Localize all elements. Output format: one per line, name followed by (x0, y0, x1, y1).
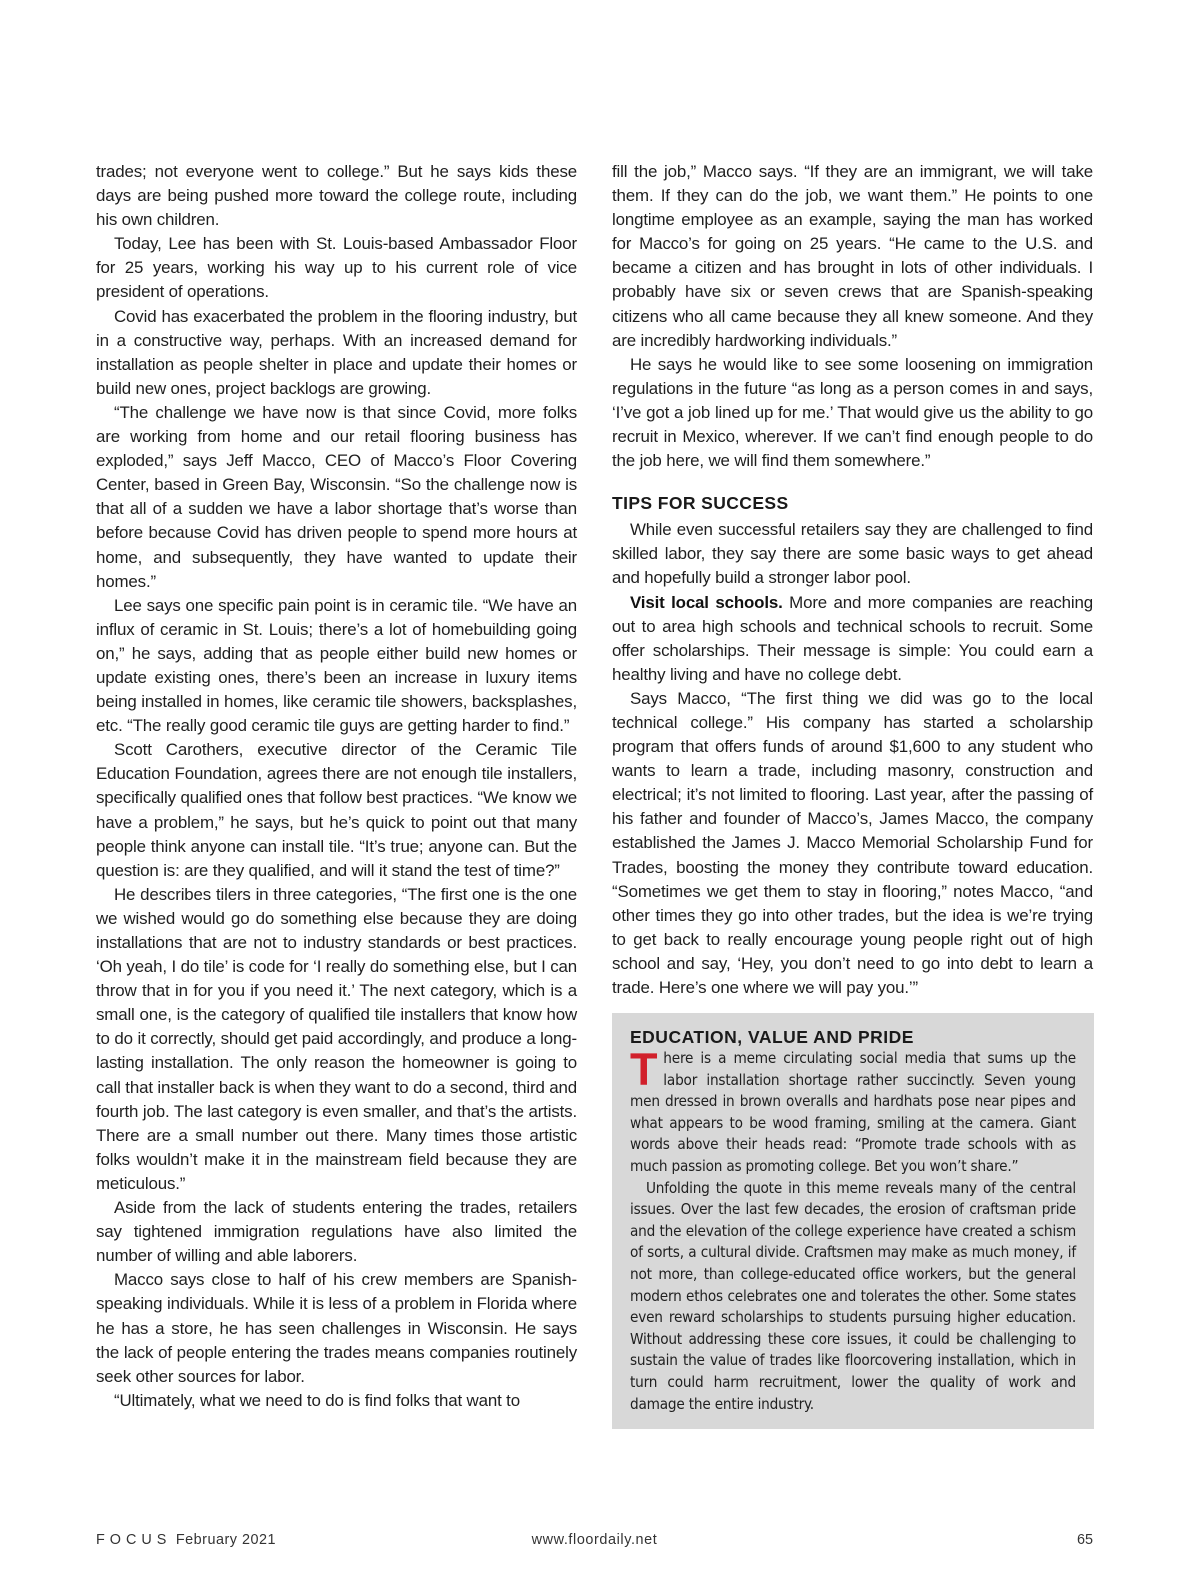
footer-website: www.floordaily.net (531, 1532, 658, 1548)
body-paragraph: trades; not everyone went to college.” But he says kids these days are being pushed more toward the college route, including his own children. (96, 162, 577, 230)
sidebar-paragraph (630, 1044, 1076, 1178)
drop-cap: T (630, 1044, 658, 1096)
body-paragraph: He describes tilers in three categories, “The first one is the one we wished would go do something else because they are doing installations that are not to industry standards or best practices. ‘Oh yeah, I do tile’ is code for ‘I really do something else, but I can throw that in for you if you need it.’ The next category, which is a small one, is the category of qualified tile installers that know how to do it correctly, should get paid accordingly, and produce a long-lasting installation. The only reason the homeowner is going to call that installer back is when they want to do a second, third and fourth job. The last category is even smaller, and that’s the artists. There are a small number out there. Many times those artistic folks wouldn’t make it in the mainstream field because they are meticulous.” (96, 884, 577, 1193)
body-paragraph: Macco says close to half of his crew members are Spanish-speaking individuals. While it is less of a problem in Florida where he has a store, he has seen challenges in Wisconsin. He says the lack of people entering the trades means companies routinely seek other sources for labor. (96, 1270, 577, 1386)
body-paragraph: He says he would like to see some loosening on immigration regulations in the future “as long as a person comes in and says, ‘I’ve got a job lined up for me.’ That would give us the ability to go recruit in Mexico, wherever. If we can’t find enough people to do the job here, we will find them somewhere.” (612, 354, 1093, 471)
body-paragraph: fill the job,” Macco says. “If they are an immigrant, we will take them. If they can do the job, we want them.” He points to one longtime employee as an example, saying the man has worked for Macco’s for going on 25 years. “He came to the U.S. and became a citizen and has brought in lots of other individuals. I probably have six or seven crews that are Spanish-speaking citizens who all came because they all knew someone. And they are incredibly hardworking individuals.” (612, 162, 1093, 350)
right-column (612, 160, 1093, 1429)
sidebar-paragraph: Unfolding the quote in this meme reveals many of the central issues. Over the last few decades, the erosion of craftsman pride and the elevation of the college experience have created a schism of sorts, a cultural divide. Craftsmen may make as much money, if not more, than college-educated office workers, but the general modern ethos celebrates one and tolerates the other. Some states even reward scholarships to students pursuing higher education. Without addressing these core issues, it could be challenging to sustain the value of trades like floorcovering installation, which in turn could harm recruitment, lower the quality of work and damage the entire industry. (630, 1178, 1076, 1413)
body-paragraph (612, 591, 1093, 687)
section-heading-tips: TIPS FOR SUCCESS (612, 493, 789, 514)
sidebar-heading: EDUCATION, VALUE AND PRIDE (630, 1027, 914, 1048)
body-paragraph: Today, Lee has been with St. Louis-based Ambassador Floor for 25 years, working his way up to his current role of vice president of operations. (96, 234, 577, 302)
page-footer (96, 1532, 1093, 1552)
body-paragraph: While even successful retailers say they are challenged to find skilled labor, they say there are some basic ways to get ahead and hopefully build a stronger labor pool. (612, 520, 1093, 588)
body-paragraph: Scott Carothers, executive director of the Ceramic Tile Education Foundation, agrees there are not enough tile installers, specifically qualified ones that follow best practices. “We know we have a problem,” he says, but he’s quick to point out that many people think anyone can install tile. “It’s true; anyone can. But the question is: are they qualified, and will it stand the test of time?” (96, 740, 577, 880)
body-paragraph: Covid has exacerbated the problem in the flooring industry, but in a constructive way, perhaps. With an increased demand for installation as people shelter in place and update their homes or build new ones, project backlogs are growing. (96, 306, 577, 398)
sidebar-paragraph-text: here is a meme circulating social media that sums up the labor installation shortage rather succinctly. Seven young men dressed in brown overalls and hardhats pose near pipes and what appears to be wood framing, smiling at the camera. Giant words above their heads read: “Promote trade schools with as much passion as promoting college. Bet you won’t share.” (630, 1049, 1076, 1176)
body-paragraph: Aside from the lack of students entering the trades, retailers say tightened immigration regulations have also limited the number of willing and able laborers. (96, 1198, 577, 1266)
lead-body-text: More and more companies are reaching out to area high schools and technical schools to recruit. Some offer scholarships. Their message is simple: You could earn a healthy living and have no college debt. (612, 592, 1094, 684)
run-in-lead: Visit local schools. (630, 592, 783, 612)
body-paragraph: Lee says one specific pain point is in ceramic tile. “We have an influx of ceramic in St. Louis; there’s a lot of homebuilding going on,” he says, adding that as people either build new homes or update existing ones, there’s been an increase in luxury items being installed in homes, like ceramic tile showers, backsplashes, etc. “The really good ceramic tile guys are getting harder to find.” (96, 595, 577, 736)
sidebar-box (612, 1013, 1094, 1429)
body-paragraph: “The challenge we have now is that since Covid, more folks are working from home and our retail flooring business has exploded,” says Jeff Macco, CEO of Macco’s Floor Covering Center, based in Green Bay, Wisconsin. “So the challenge now is that all of a sudden we have a labor shortage that’s worse than before because Covid has driven people to spend more hours at home, and subsequently, they have wanted to update their homes.” (96, 402, 577, 591)
body-paragraph: “Ultimately, what we need to do is find folks that want to (114, 1390, 520, 1410)
issue-date: February 2021 (175, 1532, 276, 1548)
publication-name: FOCUS (96, 1532, 172, 1548)
body-paragraph: Says Macco, “The first thing we did was go to the local technical college.” His company has started a scholarship program that offers funds of around $1,600 to any student who wants to learn a trade, including masonry, construction and electrical; it’s not limited to flooring. Last year, after the passing of his father and founder of Macco’s, James Macco, the company established the James J. Macco Memorial Scholarship Fund for Trades, boosting the money they contribute toward education. “Sometimes we get them to stay in flooring,” notes Macco, “and other times they go into other trades, but the idea is we’re trying to get back to really encourage young people right out of high school and say, ‘Hey, you don’t need to go into debt to learn a trade. Here’s one where we will pay you.’” (612, 688, 1093, 997)
page-number: 65 (1076, 1532, 1093, 1548)
left-column (96, 160, 577, 1413)
